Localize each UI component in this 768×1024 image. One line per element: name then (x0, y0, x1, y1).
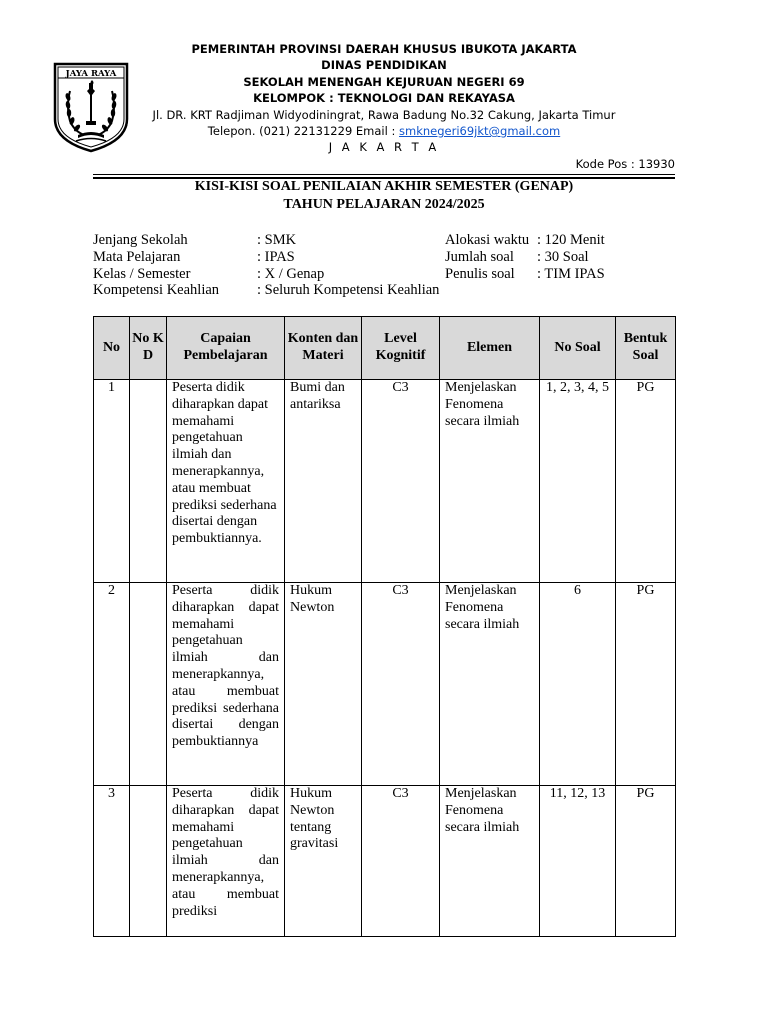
info-value: : X / Genap (257, 265, 325, 282)
kisi-kisi-table (93, 316, 676, 937)
cell-no: 1 (94, 380, 130, 583)
letterhead-phone: Telepon. (021) 22131229 Email : (207, 124, 400, 139)
cell-bentuk: PG (616, 786, 676, 937)
info-label: Alokasi waktu (445, 232, 530, 248)
letterhead (0, 41, 768, 156)
letterhead-city: J A K A R T A (328, 140, 440, 155)
cell-elemen: Menjelaskan Fenomena secara ilmiah (440, 786, 540, 937)
document-title-line2: TAHUN PELAJARAN 2024/2025 (283, 197, 485, 212)
letterhead-government: PEMERINTAH PROVINSI DAERAH KHUSUS IBUKOTA JAKARTA (191, 42, 577, 56)
cell-konten: Hukum Newton tentang gravitasi (285, 786, 362, 937)
cell-no-kd (130, 786, 167, 937)
header-bentuk: Bentuk Soal (616, 317, 676, 380)
cell-no-soal: 6 (540, 583, 616, 786)
table-row (94, 583, 676, 786)
info-left-labels (93, 232, 219, 299)
info-left-values (257, 232, 439, 299)
cell-no-soal: 11, 12, 13 (540, 786, 616, 937)
cell-no-soal: 1, 2, 3, 4, 5 (540, 380, 616, 583)
info-value: : 120 Menit (537, 232, 605, 248)
cell-elemen: Menjelaskan Fenomena secara ilmiah (440, 380, 540, 583)
cell-konten: Hukum Newton (285, 583, 362, 786)
cell-no: 3 (94, 786, 130, 937)
header-divider-thin (93, 174, 675, 175)
info-label: Jumlah soal (445, 248, 514, 265)
letterhead-department: DINAS PENDIDIKAN (321, 58, 447, 73)
info-value: : IPAS (257, 248, 295, 265)
document-title-line1: KISI-KISI SOAL PENILAIAN AKHIR SEMESTER (GENAP) (194, 179, 574, 194)
letterhead-address: Jl. DR. KRT Radjiman Widyodiningrat, Rawa Badung No.32 Cakung, Jakarta Timur (152, 107, 616, 122)
cell-konten: Bumi dan antariksa (285, 380, 362, 583)
header-no-kd: No K D (130, 317, 167, 380)
info-label: Kompetensi Keahlian (93, 282, 220, 299)
table-row (94, 380, 676, 583)
cell-elemen: Menjelaskan Fenomena secara ilmiah (440, 583, 540, 786)
info-value: : Seluruh Kompetensi Keahlian (257, 282, 440, 299)
cell-no-kd (130, 380, 167, 583)
cell-level: C3 (362, 380, 440, 583)
header-level: Level Kognitif (362, 317, 440, 380)
info-label: Mata Pelajaran (93, 248, 181, 265)
cell-capaian: Peserta didik diharapkan dapat memahami pengetahuan ilmiah dan menerapkannya, atau membuat prediksi sederhana disertai dengan pembuktiannya (167, 583, 285, 786)
letterhead-group: KELOMPOK : TEKNOLOGI DAN REKAYASA (253, 91, 515, 106)
info-right-labels (445, 232, 529, 282)
info-value: : SMK (257, 232, 297, 248)
info-right-values (537, 232, 605, 282)
cell-bentuk: PG (616, 583, 676, 786)
cell-bentuk: PG (616, 380, 676, 583)
header-capaian: Capaian Pembelajaran (167, 317, 285, 380)
cell-level: C3 (362, 786, 440, 937)
cell-level: C3 (362, 583, 440, 786)
header-no: No (94, 317, 130, 380)
postal-code: Kode Pos : 13930 (575, 157, 675, 171)
header-no-soal: No Soal (540, 317, 616, 380)
cell-no: 2 (94, 583, 130, 786)
header-elemen: Elemen (440, 317, 540, 380)
letterhead-school: SEKOLAH MENENGAH KEJURUAN NEGERI 69 (243, 74, 525, 89)
info-label: Jenjang Sekolah (93, 232, 188, 248)
email-link[interactable]: smknegeri69jkt@gmail.com (399, 124, 561, 139)
info-value: : TIM IPAS (537, 265, 605, 282)
document-title (93, 178, 675, 214)
cell-no-kd (130, 583, 167, 786)
cell-capaian: Peserta didik diharapkan dapat memahami pengetahuan ilmiah dan menerapkannya, atau membuat prediksi (167, 786, 285, 937)
table-header-row (94, 317, 676, 380)
header-konten: Konten dan Materi (285, 317, 362, 380)
svg-text:JAYA RAYA: JAYA RAYA (65, 69, 117, 79)
info-label: Penulis soal (445, 265, 515, 282)
cell-capaian: Peserta didik diharapkan dapat memahami pengetahuan ilmiah dan menerapkannya, atau membuat prediksi sederhana disertai dengan pembuktiannya. (167, 380, 285, 583)
letterhead-contact (0, 123, 768, 139)
info-value: : 30 Soal (537, 248, 589, 265)
table-row (94, 786, 676, 937)
info-label: Kelas / Semester (93, 265, 191, 282)
